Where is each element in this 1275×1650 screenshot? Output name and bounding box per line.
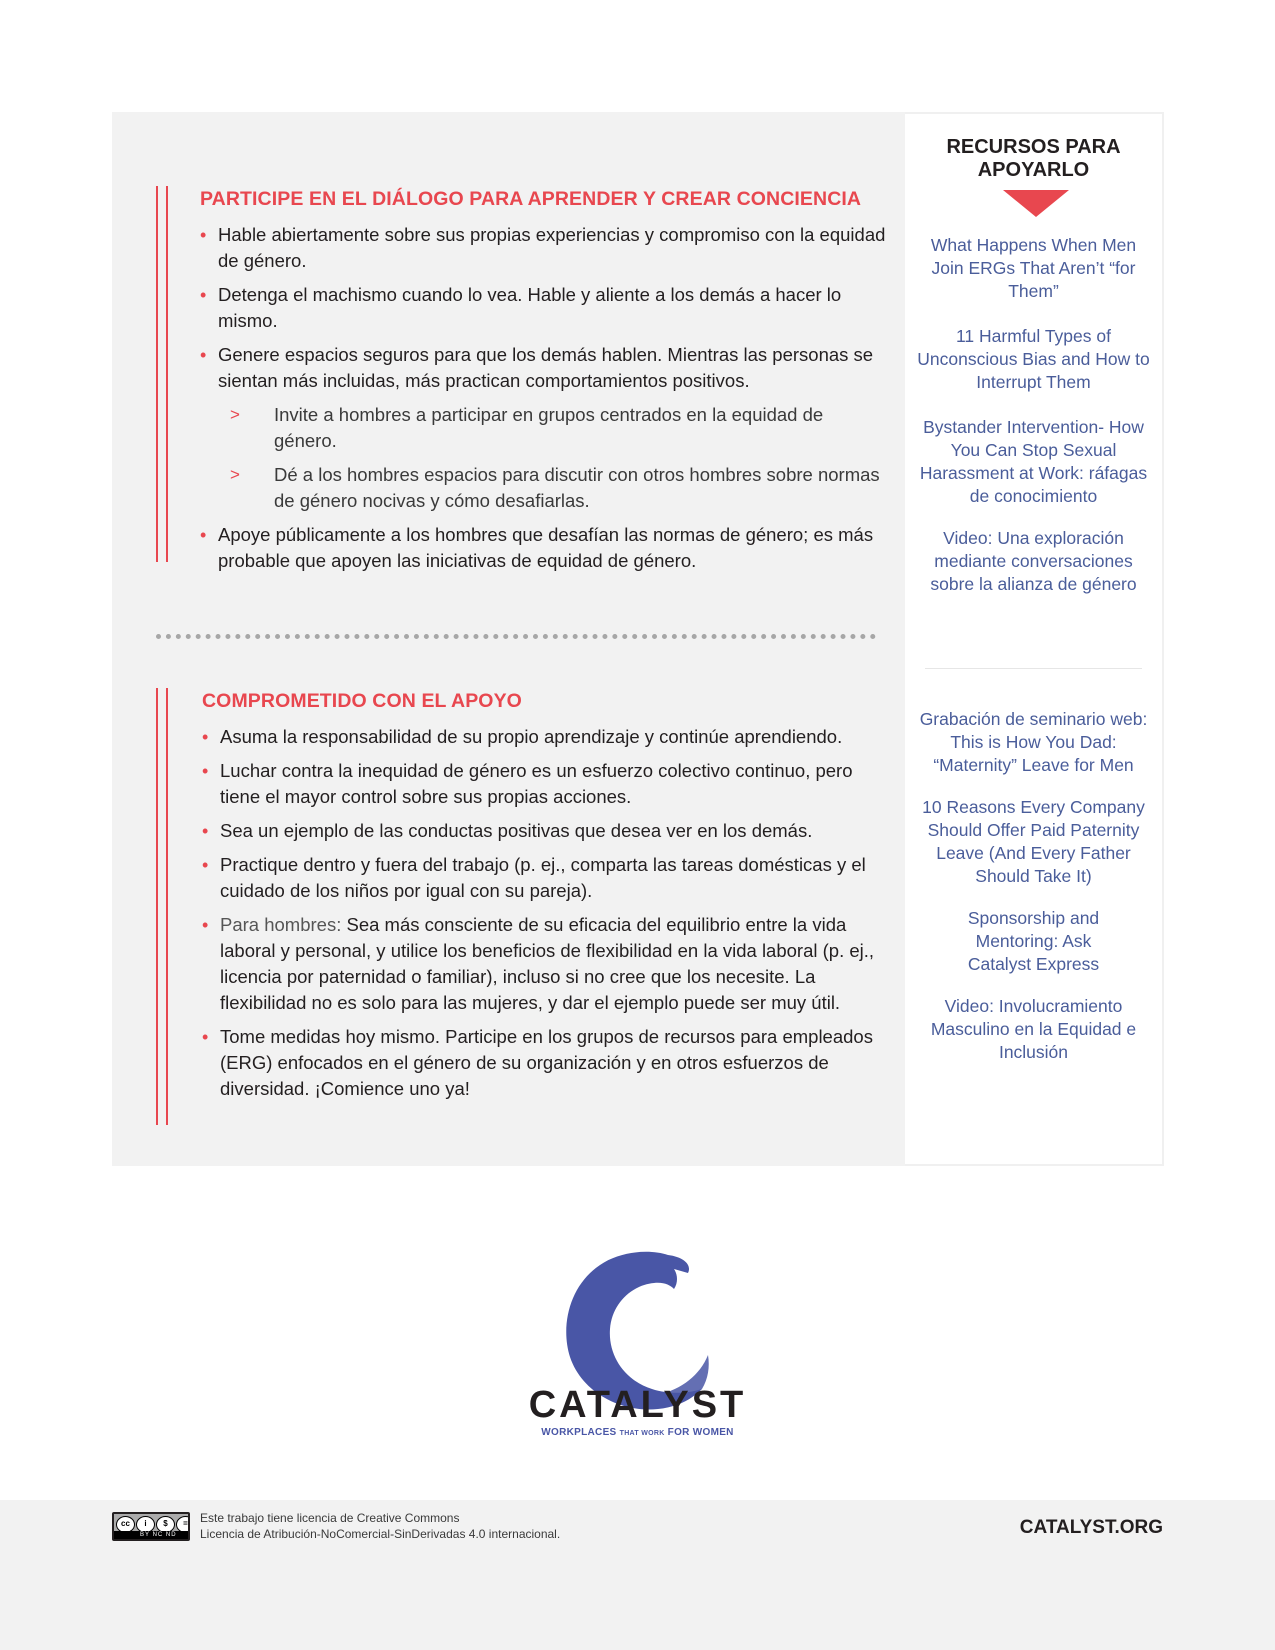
section-bar bbox=[156, 688, 168, 1125]
bullet-list bbox=[200, 222, 891, 574]
section-dialogue bbox=[156, 186, 891, 571]
bullet-item: • Sea un ejemplo de las conductas positivas que desea ver en los demás. bbox=[202, 818, 896, 844]
bullet-item: • Apoye públicamente a los hombres que desafían las normas de género; es más probable que apoyen las iniciativas de equidad de género. bbox=[200, 522, 891, 574]
cc-icon: cc bbox=[116, 1516, 135, 1533]
logo-wordmark: CATALYST bbox=[528, 1384, 747, 1426]
by-icon: i bbox=[136, 1516, 155, 1533]
section-commitment bbox=[156, 688, 896, 1125]
sub-bullet-item: > Dé a los hombres espacios para discutir con otros hombres sobre normas de género nocivas y cómo desafiarlas. bbox=[230, 464, 880, 511]
down-arrow-icon bbox=[1003, 190, 1069, 217]
logo-tagline: WORKPLACES THAT WORK FOR WOMEN bbox=[541, 1427, 734, 1438]
resource-links-bottom bbox=[915, 708, 1152, 1083]
nd-icon: = bbox=[176, 1516, 190, 1533]
resource-link[interactable]: Video: Una exploración mediante conversaciones sobre la alianza de género bbox=[930, 528, 1137, 594]
resources-sidebar bbox=[905, 112, 1164, 1166]
chevron-right-icon: > bbox=[230, 465, 240, 484]
page-footer bbox=[0, 1500, 1275, 1650]
bullet-item: • Asuma la responsabilidad de su propio aprendizaje y continúe aprendiendo. bbox=[202, 724, 896, 750]
bullet-item: • Detenga el machismo cuando lo vea. Hable y aliente a los demás a hacer lo mismo. bbox=[200, 282, 891, 334]
resource-link[interactable]: Sponsorship and Mentoring: Ask Catalyst Express bbox=[967, 908, 1100, 974]
bullet-item: • Tome medidas hoy mismo. Participe en los grupos de recursos para empleados (ERG) enfocados en el género de su organización y en otros esfuerzos de diversidad. ¡Comience uno ya! bbox=[202, 1024, 896, 1102]
sub-bullet-item: > Invite a hombres a participar en grupos centrados en la equidad de género. bbox=[230, 404, 824, 451]
creative-commons-icon bbox=[112, 1512, 190, 1541]
section-content bbox=[200, 186, 891, 582]
bullet-item: • Luchar contra la inequidad de género es un esfuerzo colectivo continuo, pero tiene el mayor control sobre sus propias acciones. bbox=[202, 758, 896, 810]
resource-link[interactable]: Video: Involucramiento Masculino en la Equidad e Inclusión bbox=[930, 996, 1137, 1062]
content-card bbox=[112, 112, 1164, 1166]
section-title: COMPROMETIDO CON EL APOYO bbox=[202, 690, 522, 712]
section-bar bbox=[156, 186, 168, 562]
nc-icon: $ bbox=[156, 1516, 175, 1533]
section-title: PARTICIPE EN EL DIÁLOGO PARA APRENDER Y CREAR CONCIENCIA bbox=[200, 188, 862, 210]
sidebar-divider bbox=[925, 668, 1142, 669]
bullet-item: • Hable abiertamente sobre sus propias experiencias y compromiso con la equidad de género. bbox=[200, 222, 891, 274]
resource-link[interactable]: 10 Reasons Every Company Should Offer Paid Paternity Leave (And Every Father Should Take It) bbox=[922, 797, 1145, 886]
sub-bullet-list bbox=[230, 402, 891, 514]
bullet-item: • Practique dentro y fuera del trabajo (p. ej., comparta las tareas domésticas y el cuidado de los niños por igual con su pareja). bbox=[202, 852, 896, 904]
section-content bbox=[202, 688, 896, 1110]
bullet-list bbox=[202, 724, 896, 1102]
license-text: Este trabajo tiene licencia de Creative Commons Licencia de Atribución-NoComercial-SinDerivadas 4.0 internacional. bbox=[200, 1511, 561, 1541]
site-url[interactable]: CATALYST.ORG bbox=[1019, 1517, 1163, 1538]
resource-link[interactable]: 11 Harmful Types of Unconscious Bias and How to Interrupt Them bbox=[917, 326, 1150, 392]
main-panel bbox=[112, 112, 905, 1166]
resource-link[interactable]: What Happens When Men Join ERGs That Aren’t “for Them” bbox=[930, 235, 1137, 301]
sidebar-title: RECURSOS PARA APOYARLO bbox=[946, 136, 1121, 181]
bullet-prefix: Para hombres: bbox=[220, 914, 342, 935]
bullet-item: • Para hombres: Sea más consciente de su eficacia del equilibrio entre la vida laboral y personal, y utilice los beneficios de flexibilidad en la vida laboral (p. ej., licencia por paternidad o familiar), incluso si no cree que los necesite. La flexibilidad no es solo para las mujeres, y dar el ejemplo puede ser muy útil. bbox=[202, 912, 896, 1016]
dotted-divider bbox=[156, 634, 876, 639]
resource-link[interactable]: Bystander Intervention- How You Can Stop Sexual Harassment at Work: ráfagas de conocimiento bbox=[919, 417, 1148, 506]
bullet-item: • Genere espacios seguros para que los demás hablen. Mientras las personas se sientan más incluidas, más practican comportamientos positivos. > Invite a hombres a participar en grupos centrados en la equidad de género. > Dé a los hombres espacios para discutir con otros hombres sobre normas de género nocivas y cómo desafiarlas. bbox=[200, 342, 891, 514]
cc-badge-strip: BY NC ND bbox=[114, 1531, 188, 1539]
resource-link[interactable]: Grabación de seminario web: This is How You Dad: “Maternity” Leave for Men bbox=[919, 709, 1148, 775]
chevron-right-icon: > bbox=[230, 405, 240, 424]
resource-links-top bbox=[915, 234, 1152, 615]
